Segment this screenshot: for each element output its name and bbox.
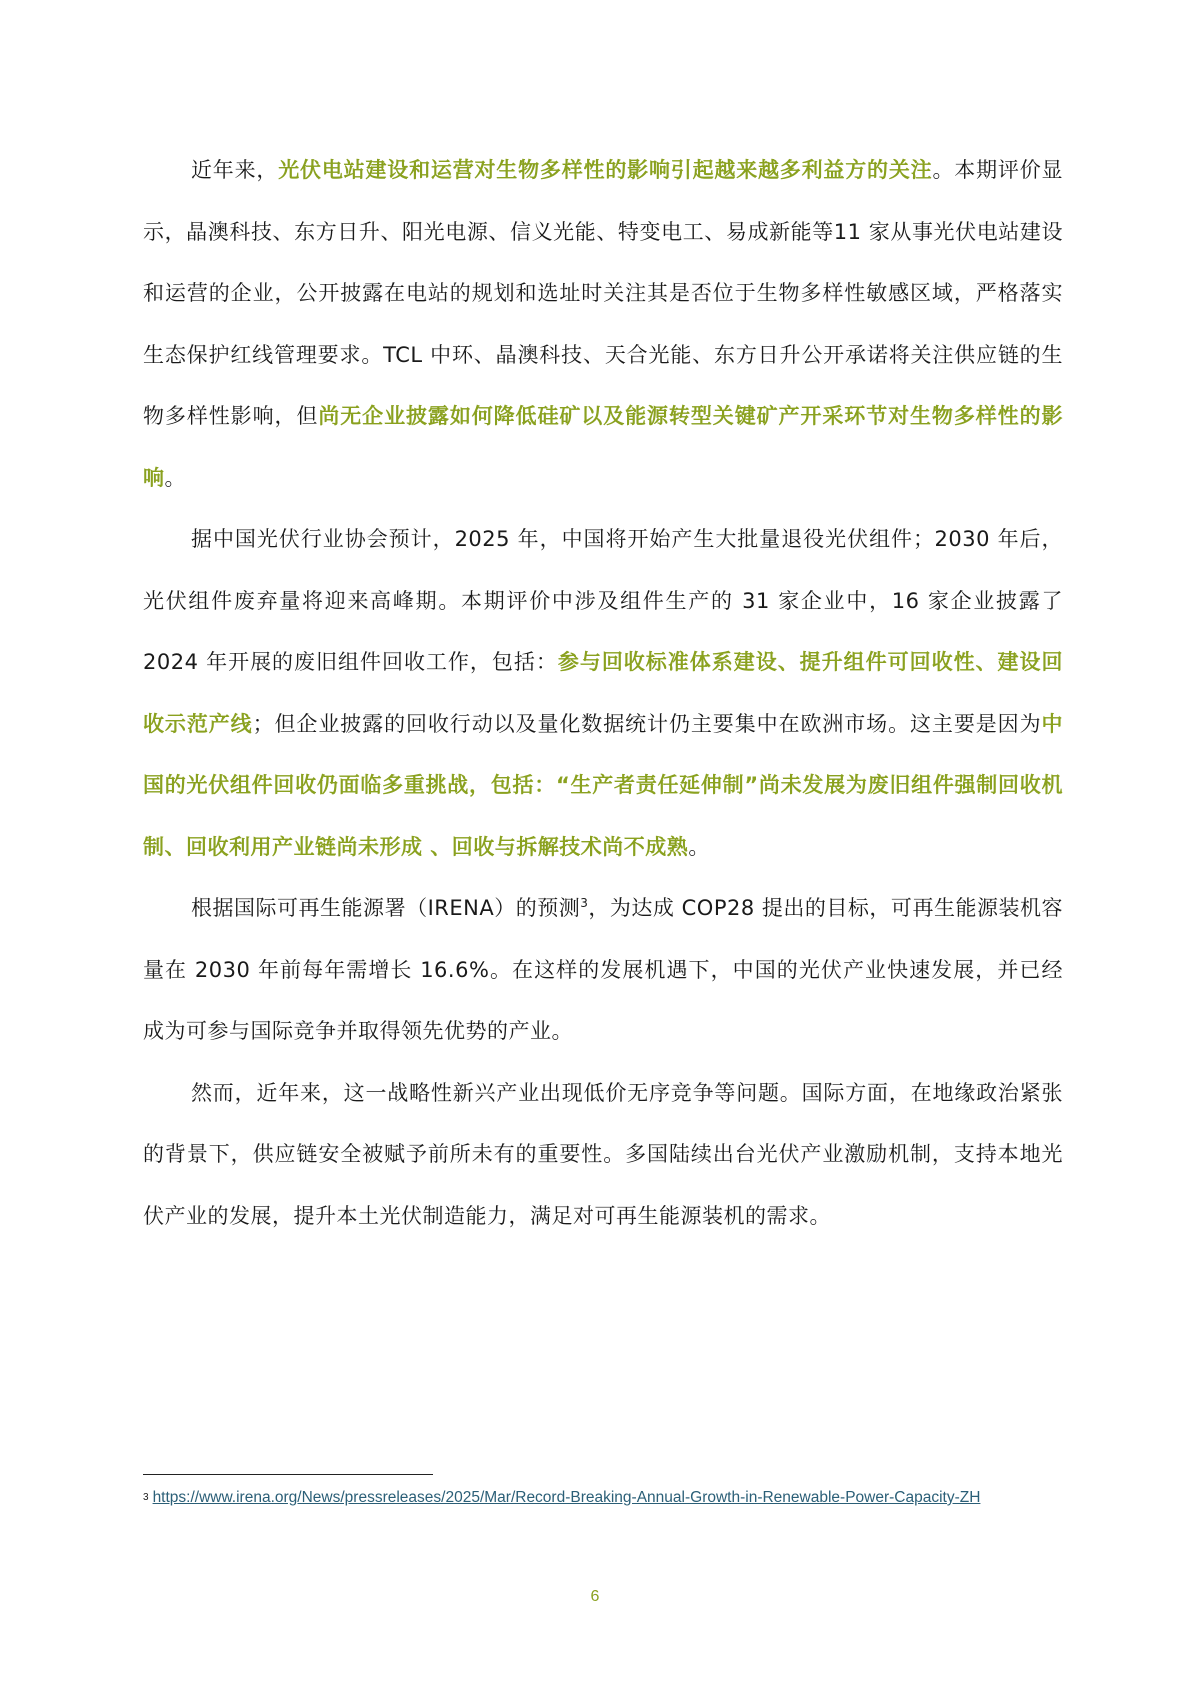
paragraph-recycling	[143, 509, 1063, 878]
footnote-reference[interactable]: 3	[580, 896, 589, 910]
footnote	[143, 1484, 1043, 1511]
paragraph-irena-forecast	[143, 878, 1063, 1063]
text-segment: 然而，近年来，这一战略性新兴产业出现低价无序竞争等问题。国际方面，在地缘政治紧张的背景下，供应链安全被赋予前所未有的重要性。多国陆续出台光伏产业激励机制，支持本地光伏产业的发展，提升本土光伏制造能力，满足对可再生能源装机的需求。	[143, 1080, 1063, 1228]
text-segment: 近年来，	[191, 158, 279, 182]
paragraph-biodiversity	[143, 140, 1063, 509]
text-segment: 。本期评价显示，晶澳科技、东方日升、阳光电源、信义光能、特变电工、易成新能等11 家从事光伏电站建设和运营的企业，公开披露在电站的规划和选址时关注其是否位于生物多样性敏感区域，严格落实生态保护红线管理要求。TCL 中环、晶澳科技、天合光能、东方日升公开承诺将关注供应链的生物多样性影响，但	[143, 158, 1064, 428]
footnote-separator	[143, 1474, 433, 1475]
text-segment: ；但企业披露的回收行动以及量化数据统计仍主要集中在欧洲市场。这主要是因为	[252, 711, 1042, 736]
text-segment: 。	[688, 834, 710, 859]
text-segment: ，为达成 COP28 提出的目标，可再生能源装机容量在 2030 年前每年需增长 16.6%。在这样的发展机遇下，中国的光伏产业快速发展，并已经成为可参与国际竞争并取得领先优势的产业。	[143, 896, 1063, 1043]
highlighted-text: 参与回收标准体系建设、提升组件可回收性、建设回收示范产线	[143, 650, 1064, 736]
text-segment: 根据国际可再生能源署（IRENA）的预测	[191, 896, 581, 920]
document-body	[143, 140, 1063, 1247]
footnote-number: 3	[143, 1492, 149, 1503]
text-segment: 。	[164, 465, 186, 490]
page-number: 6	[590, 1588, 600, 1605]
highlighted-text: 尚无企业披露如何降低硅矿以及能源转型关键矿产开采环节对生物多样性的影响	[143, 404, 1064, 490]
highlighted-text: 光伏电站建设和运营对生物多样性的影响引起越来越多利益方的关注	[278, 158, 933, 182]
footnote-link[interactable]: https://www.irena.org/News/pressreleases/2025/Mar/Record-Breaking-Annual-Growth-in-Renewable-Power-Capacity-ZH	[152, 1489, 981, 1506]
paragraph-competition	[143, 1063, 1063, 1248]
highlighted-text: 中国的光伏组件回收仍面临多重挑战，包括：“生产者责任延伸制”尚未发展为废旧组件强制回收机制、回收利用产业链尚未形成 、回收与拆解技术尚不成熟	[143, 711, 1064, 859]
text-segment: 据中国光伏行业协会预计，2025 年，中国将开始产生大批量退役光伏组件；2030 年后，光伏组件废弃量将迎来高峰期。本期评价中涉及组件生产的 31 家企业中，16 家企业披露了 2024 年开展的废旧组件回收工作，包括：	[143, 527, 1063, 674]
